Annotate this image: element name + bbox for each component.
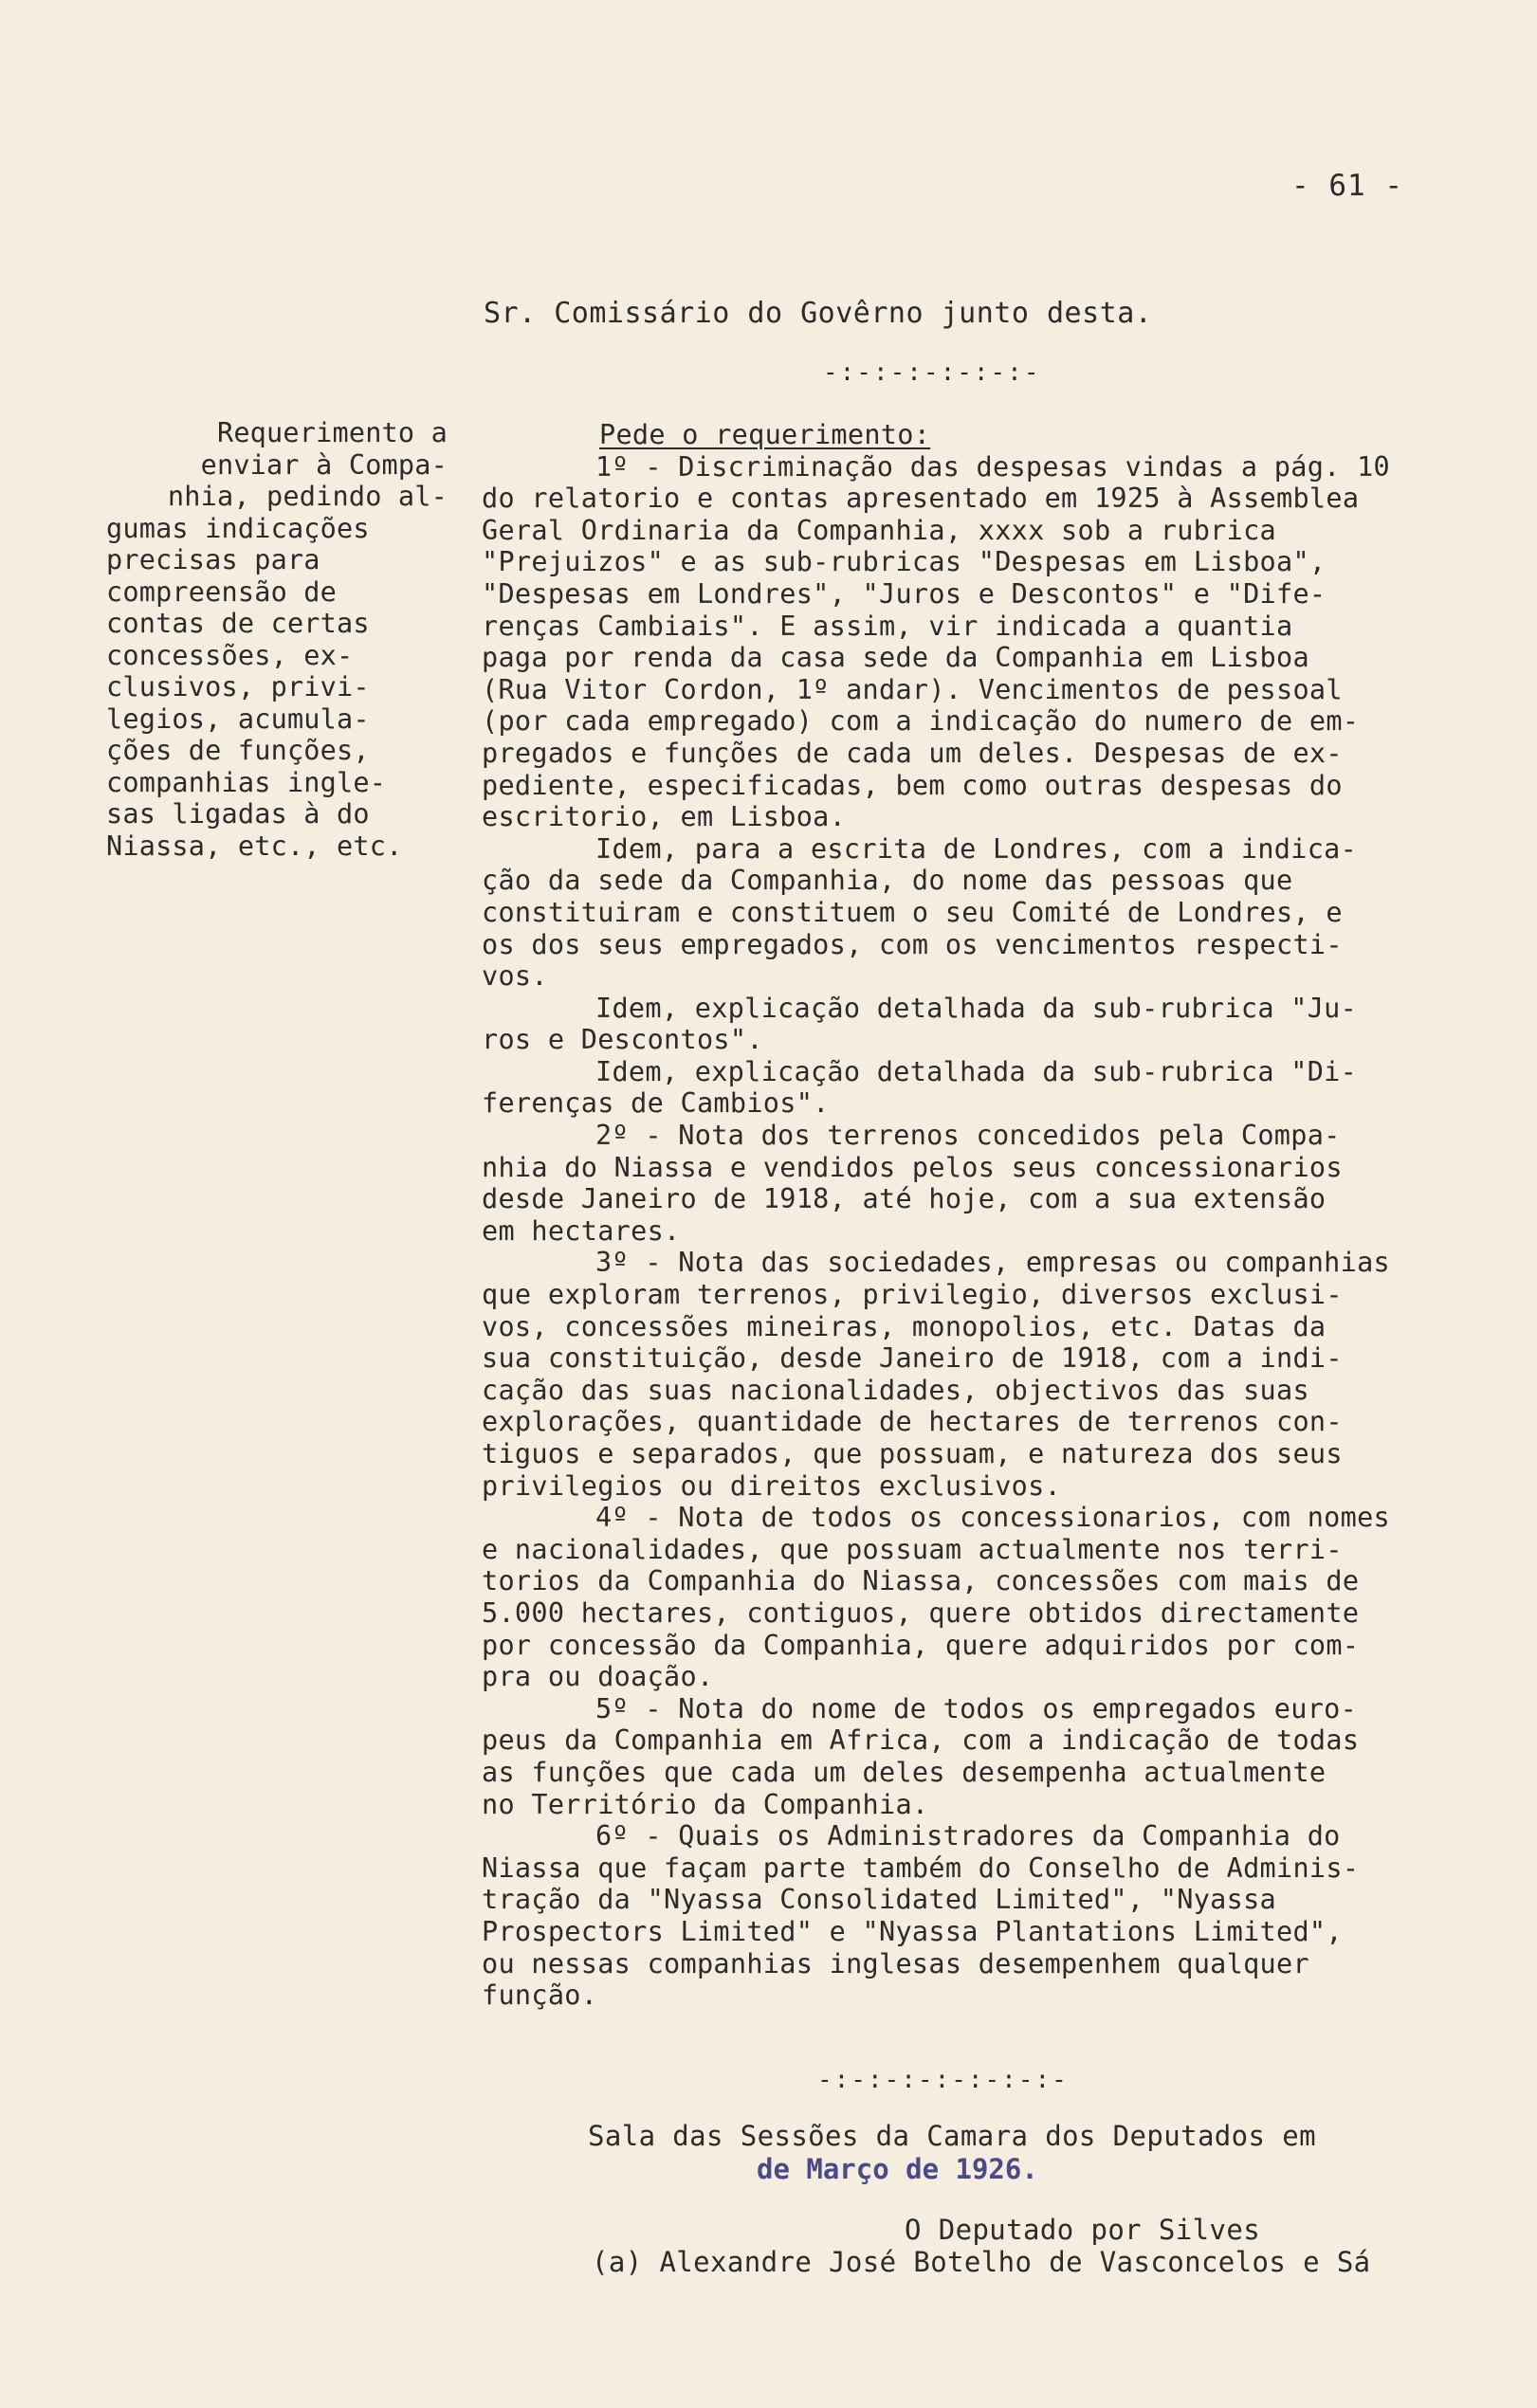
margin-note-line: Requerimento a — [216, 417, 448, 448]
margin-note-line: concessões, ex- — [106, 639, 354, 671]
body-line: vos. — [482, 960, 548, 993]
margin-note-line: enviar à Compa- — [200, 448, 448, 481]
margin-note-line: contas de certas — [106, 608, 370, 639]
request-body — [482, 419, 1487, 2012]
body-line: peus da Companhia em Africa, com a indicação de todas — [482, 1724, 1360, 1757]
body-line: pediente, especificadas, bem como outras despesas do — [482, 769, 1343, 801]
body-line: sua constituição, desde Janeiro de 1918, com a indi- — [482, 1342, 1343, 1375]
margin-note-line: companhias ingle- — [106, 766, 387, 798]
body-line: nhia do Niassa e vendidos pelos seus concessionarios — [482, 1151, 1343, 1183]
body-line: Geral Ordinaria da Companhia, xxxx sob a rubrica — [482, 514, 1277, 546]
body-line: explorações, quantidade de hectares de terrenos con- — [482, 1406, 1343, 1438]
body-line: Idem, explicação detalhada da sub-rubrica "Di- — [595, 1055, 1358, 1087]
body-line: 6º - Quais os Administradores da Companhia do — [595, 1820, 1341, 1852]
margin-note-line: compreensão de — [106, 575, 338, 608]
body-line: em hectares. — [482, 1214, 681, 1247]
body-line: vos, concessões mineiras, monopolios, etc. Datas da — [482, 1310, 1327, 1342]
request-heading: Pede o requerimento: — [599, 419, 931, 450]
body-line: tiguos e separados, que possuam, e natureza dos seus — [482, 1438, 1343, 1469]
body-line: ção da sede da Companhia, do nome das pessoas que — [482, 865, 1293, 897]
body-line: privilegios ou direitos exclusivos. — [482, 1469, 1062, 1502]
margin-note-line: gumas indicações — [106, 512, 370, 544]
separator-bottom: -:-:-:-:-:-:-:- — [817, 2066, 1069, 2094]
signer-title: O Deputado por Silves — [905, 2214, 1261, 2246]
body-line: ros e Descontos". — [482, 1024, 763, 1056]
body-line: que exploram terrenos, privilegio, diversos exclusi- — [482, 1279, 1343, 1311]
body-line: 4º - Nota de todos os concessionarios, com nomes — [595, 1502, 1391, 1534]
page-number: - 61 - — [1291, 169, 1403, 203]
body-line: Idem, para a escrita de Londres, com a indica- — [595, 832, 1358, 865]
body-line: 3º - Nota das sociedades, empresas ou companhias — [595, 1247, 1391, 1279]
body-line: os dos seus empregados, com os vencimentos respecti- — [482, 928, 1343, 960]
body-line: 5.000 hectares, contiguos, quere obtidos directamente — [482, 1596, 1360, 1629]
body-line: função. — [482, 1979, 598, 2012]
body-line: Idem, explicação detalhada da sub-rubrica "Ju- — [595, 992, 1358, 1024]
body-line: "Prejuizos" e as sub-rubricas "Despesas em Lisboa", — [482, 546, 1327, 578]
body-line: "Despesas em Londres", "Juros e Descontos" e "Dife- — [482, 577, 1327, 610]
signature-line: (a) Alexandre José Botelho de Vasconcelos e Sá — [592, 2246, 1371, 2278]
body-line: Prospectors Limited" e "Nyassa Plantations Limited", — [482, 1915, 1343, 1947]
body-line: escritorio, em Lisboa. — [482, 801, 847, 833]
margin-note-line: precisas para — [106, 544, 320, 575]
body-line: por concessão da Companhia, quere adquiridos por com- — [482, 1629, 1360, 1661]
body-line: as funções que cada um deles desempenha actualmente — [482, 1756, 1327, 1788]
body-line: no Território da Companhia. — [482, 1788, 929, 1820]
body-line: constituiram e constituem o seu Comité de Londres, e — [482, 896, 1343, 928]
margin-note-line: Niassa, etc., etc. — [106, 830, 403, 862]
margin-note — [106, 417, 448, 862]
body-line: e nacionalidades, que possuam actualmente nos terri- — [482, 1533, 1343, 1565]
body-line: torios da Companhia do Niassa, concessões com mais de — [482, 1565, 1360, 1597]
body-line: pregados e funções de cada um deles. Despesas de ex- — [482, 737, 1343, 769]
body-line: Niassa que façam parte também do Conselho de Adminis- — [482, 1852, 1360, 1884]
margin-note-line: clusivos, privi- — [106, 671, 370, 702]
body-line: (Rua Vitor Cordon, 1º andar). Vencimentos de pessoal — [482, 673, 1343, 705]
body-line: desde Janeiro de 1918, até hoje, com a sua extensão — [482, 1183, 1327, 1215]
addressee-line: Sr. Comissário do Govêrno junto desta. — [484, 297, 1153, 330]
body-line: 2º - Nota dos terrenos concedidos pela Compa- — [595, 1120, 1341, 1152]
body-line: tração da "Nyassa Consolidated Limited", "Nyassa — [482, 1884, 1277, 1916]
body-line: (por cada empregado) com a indicação do numero de em- — [482, 705, 1360, 738]
margin-note-line: nhia, pedindo al- — [167, 481, 448, 512]
body-line: do relatorio e contas apresentado em 1925 à Assemblea — [482, 483, 1360, 515]
margin-note-line: ções de funções, — [106, 735, 370, 766]
body-line: cação das suas nacionalidades, objectivos das suas — [482, 1374, 1309, 1406]
body-line: renças Cambiais". E assim, vir indicada a quantia — [482, 610, 1293, 642]
body-line: ou nessas companhias inglesas desempenhem qualquer — [482, 1947, 1309, 1979]
body-line: ferenças de Cambios". — [482, 1087, 830, 1120]
closing-line: Sala das Sessões da Camara dos Deputados em — [588, 2120, 1316, 2152]
date-stamp: de Março de 1926. — [757, 2153, 1038, 2185]
body-line: 1º - Discriminação das despesas vindas a pág. 10 — [595, 450, 1391, 483]
margin-note-line: legios, acumula- — [106, 702, 370, 735]
separator-top: -:-:-:-:-:-:- — [823, 358, 1041, 387]
margin-note-line: sas ligadas à do — [106, 798, 370, 830]
body-line: pra ou doação. — [482, 1661, 714, 1693]
body-line: 5º - Nota do nome de todos os empregados euro- — [595, 1692, 1358, 1724]
body-line: paga por renda da casa sede da Companhia em Lisboa — [482, 642, 1309, 674]
